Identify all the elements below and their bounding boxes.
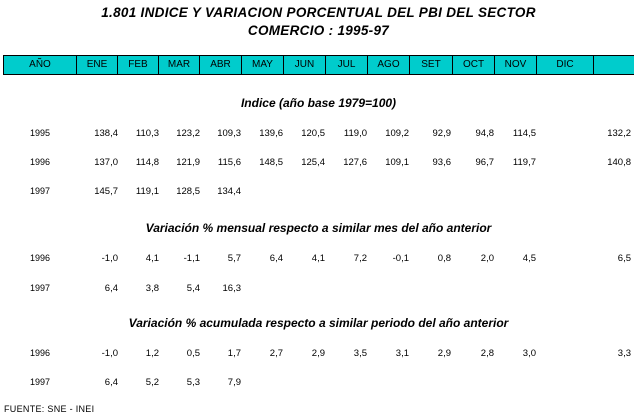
table-cell: 121,9 <box>176 157 200 168</box>
header-month-may: MAY <box>242 56 284 74</box>
source-note: FUENTE: SNE - INEI <box>4 404 95 414</box>
table-cell: 94,8 <box>475 128 494 139</box>
table-cell: 127,6 <box>343 157 367 168</box>
row-year: 1997 <box>30 283 51 293</box>
table-cell: 7,2 <box>353 253 367 264</box>
table-cell: 5,4 <box>186 283 200 294</box>
section-title: Variación % mensual respecto a similar mes del año anterior <box>145 221 492 235</box>
table-cell: 5,2 <box>145 377 159 388</box>
table-cell: 3,1 <box>395 348 409 359</box>
table-cell: 115,6 <box>217 157 241 168</box>
table-cell: 128,5 <box>176 186 200 197</box>
table-cell: 138,4 <box>94 128 118 139</box>
table-cell: 4,1 <box>311 253 325 264</box>
table-cell: 6,4 <box>104 377 118 388</box>
row-year: 1996 <box>30 348 51 358</box>
table-cell: 6,4 <box>104 283 118 294</box>
table-cell: 137,0 <box>94 157 118 168</box>
row-year: 1997 <box>30 377 51 387</box>
table-cell: 114,8 <box>135 157 159 168</box>
table-cell: 5,3 <box>186 377 200 388</box>
table-cell: -1,0 <box>101 348 118 359</box>
table-cell: 114,5 <box>512 128 536 139</box>
table-cell: 132,2 <box>607 128 631 139</box>
table-cell: 3,0 <box>522 348 536 359</box>
table-cell: 125,4 <box>301 157 325 168</box>
section-title: Variación % acumulada respecto a similar periodo del año anterior <box>128 316 509 330</box>
table-cell: -0,1 <box>392 253 409 264</box>
table-cell: 6,4 <box>269 253 283 264</box>
table-cell: 145,7 <box>94 186 118 197</box>
table-cell: 3,8 <box>145 283 159 294</box>
table-cell: 139,6 <box>259 128 283 139</box>
table-cell: 3,5 <box>353 348 367 359</box>
table-cell: 119,1 <box>135 186 159 197</box>
header-year: AÑO <box>4 56 77 74</box>
header-month-mar: MAR <box>159 56 200 74</box>
header-month-jul: JUL <box>326 56 368 74</box>
row-year: 1997 <box>30 186 51 196</box>
table-subtitle: COMERCIO : 1995-97 <box>247 23 390 38</box>
table-cell: 3,3 <box>617 348 631 359</box>
table-cell: 2,8 <box>480 348 494 359</box>
table-cell: 140,8 <box>607 157 631 168</box>
table-cell: 0,8 <box>437 253 451 264</box>
table-cell: 1,7 <box>227 348 241 359</box>
header-month-ago: AGO <box>368 56 410 74</box>
table-cell: 2,0 <box>480 253 494 264</box>
column-header-row <box>3 55 634 75</box>
table-cell: 2,9 <box>437 348 451 359</box>
table-cell: 109,1 <box>385 157 409 168</box>
table-cell: 119,0 <box>343 128 367 139</box>
table-cell: 123,2 <box>176 128 200 139</box>
table-title: 1.801 INDICE Y VARIACION PORCENTUAL DEL PBI DEL SECTOR <box>101 5 536 20</box>
row-year: 1996 <box>30 157 51 167</box>
table-cell: 109,2 <box>385 128 409 139</box>
table-cell: 110,3 <box>135 128 159 139</box>
table-cell: 109,3 <box>217 128 241 139</box>
table-cell: 4,5 <box>522 253 536 264</box>
table-cell: 92,9 <box>432 128 451 139</box>
header-month-set: SET <box>410 56 453 74</box>
table-cell: 2,7 <box>269 348 283 359</box>
table-cell: 96,7 <box>475 157 494 168</box>
table-cell: 0,5 <box>186 348 200 359</box>
table-cell: 1,2 <box>145 348 159 359</box>
table-cell: 5,7 <box>227 253 241 264</box>
header-month-ene: ENE <box>77 56 118 74</box>
table-cell: 2,9 <box>311 348 325 359</box>
header-month-oct: OCT <box>453 56 495 74</box>
table-cell: 93,6 <box>432 157 451 168</box>
header-month-feb: FEB <box>118 56 159 74</box>
table-cell: 119,7 <box>512 157 536 168</box>
table-cell: 7,9 <box>227 377 241 388</box>
table-cell: 120,5 <box>301 128 325 139</box>
table-cell: 134,4 <box>217 186 241 197</box>
table-cell: 4,1 <box>145 253 159 264</box>
header-month-jun: JUN <box>284 56 326 74</box>
header-month-nov: NOV <box>495 56 537 74</box>
row-year: 1995 <box>30 128 51 138</box>
table-cell: 148,5 <box>259 157 283 168</box>
table-cell: -1,1 <box>183 253 200 264</box>
row-year: 1996 <box>30 253 51 263</box>
header-month-abr: ABR <box>200 56 242 74</box>
header-month-dic: DIC <box>537 56 594 74</box>
table-cell: -1,0 <box>101 253 118 264</box>
section-title: Indice (año base 1979=100) <box>240 96 397 110</box>
table-cell: 6,5 <box>617 253 631 264</box>
table-cell: 16,3 <box>222 283 241 294</box>
